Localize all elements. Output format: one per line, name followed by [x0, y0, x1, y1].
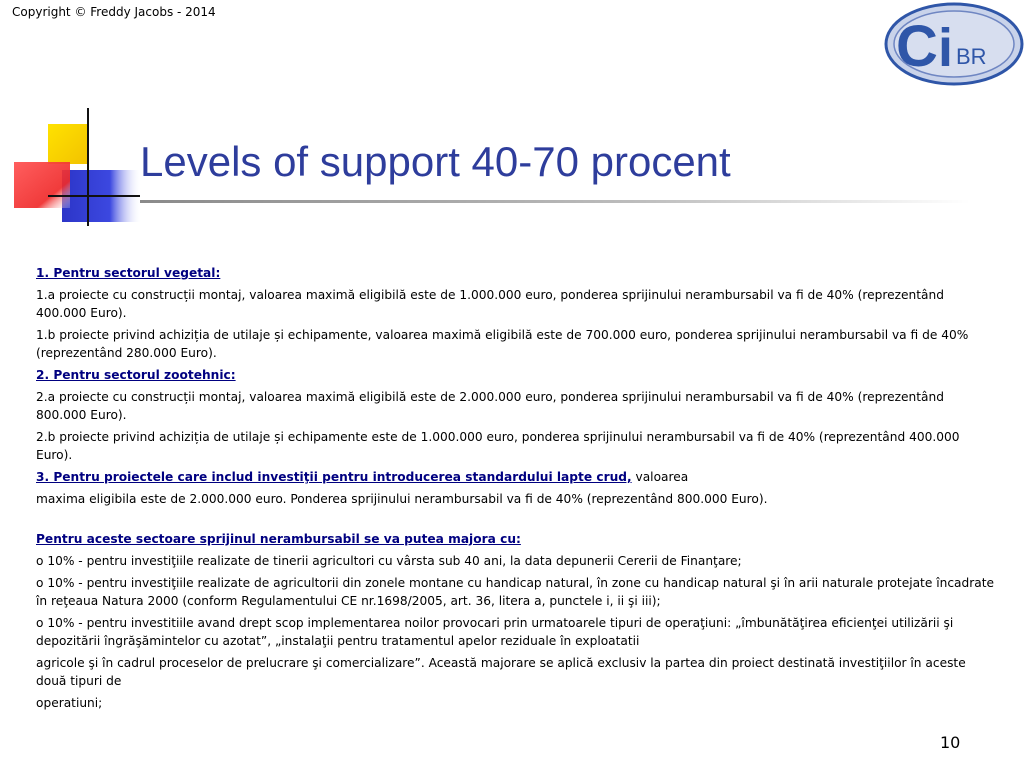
section-1b-text: 1.b proiecte privind achiziția de utilaje și echipamente, valoarea maximă eligibilă este de 700.000 euro, ponderea sprijinului nerambursabil va fi de 40% (reprezentând 280.000 Euro).	[36, 328, 969, 360]
section-1-heading: 1. Pentru sectorul vegetal:	[36, 266, 221, 280]
majorare-item-3-end: operatiuni;	[36, 696, 103, 710]
section-3-line	[36, 468, 998, 486]
section-1a-text: 1.a proiecte cu construcții montaj, valoarea maximă eligibilă este de 1.000.000 euro, ponderea sprijinului nerambursabil va fi de 40% (reprezentând 400.000 Euro).	[36, 288, 944, 320]
section-3-heading: 3. Pentru proiectele care includ investiţii pentru introducerea standardului lapte crud,	[36, 470, 632, 484]
majorare-item-3	[36, 614, 998, 650]
section-3-text: maxima eligibila este de 2.000.000 euro. Ponderea sprijinului nerambursabil va fi de 40% (reprezentând 800.000 Euro).	[36, 492, 768, 506]
majorare-item-3-text: - pentru investitiile avand drept scop implementarea noilor provocari prin urmatoarele tipuri de operaţiuni: „îmbunătăţirea eficienţei utilizării şi depozitării îngrăşămintelor cu azotat”, „instalaţii pentru tratamentul apelor reziduale în exploatatii	[36, 616, 954, 648]
logo-letters-br: BR	[956, 44, 987, 69]
slide-title: Levels of support 40-70 procent	[140, 138, 731, 185]
title-underline	[140, 200, 970, 203]
section-2-heading: 2. Pentru sectorul zootehnic:	[36, 368, 236, 382]
deco-yellow-square	[48, 124, 88, 164]
logo-letter-i: i	[938, 18, 954, 78]
majorare-item-1	[36, 552, 998, 570]
majorare-item-1-prefix: o 10%	[36, 554, 75, 568]
section-2a-text: 2.a proiecte cu construcții montaj, valoarea maximă eligibilă este de 2.000.000 euro, ponderea sprijinului nerambursabil va fi de 40% (reprezentând 800.000 Euro).	[36, 390, 944, 422]
deco-red-square	[14, 162, 70, 208]
majorare-item-3-continuation: agricole şi în cadrul proceselor de prelucrare şi comercializare”. Această majorare se aplică exclusiv la partea din proiect destinată investiţiilor în aceste două tipuri de	[36, 656, 966, 688]
majorare-heading: Pentru aceste sectoare sprijinul nerambursabil se va putea majora cu:	[36, 532, 521, 546]
copyright-notice: Copyright © Freddy Jacobs - 2014	[12, 5, 216, 19]
majorare-item-2-text: - pentru investiţiile realizate de agricultorii din zonele montane cu handicap natural, în zone cu handicap natural şi în arii naturale protejate încadrate în reţeaua Natura 2000 (conform Regulamentului CE nr.1698/2005, art. 36, litera a, punctele i, ii şi iii);	[36, 576, 994, 608]
spacer	[36, 512, 998, 530]
majorare-item-3-prefix: o 10%	[36, 616, 75, 630]
section-2b-text: 2.b proiecte privind achiziția de utilaje și echipamente este de 1.000.000 euro, ponderea sprijinului nerambursabil va fi de 40% (reprezentând 400.000 Euro).	[36, 430, 960, 462]
slide-body	[36, 264, 998, 716]
majorare-item-1-text: - pentru investiţiile realizate de tinerii agricultori cu vârsta sub 40 ani, la data depunerii Cererii de Finanţare;	[74, 554, 742, 568]
cibr-logo	[884, 2, 1024, 86]
title-decoration-blocks	[0, 100, 160, 230]
logo-letter-c: C	[896, 14, 938, 79]
section-3-tail: valoarea	[631, 470, 689, 484]
majorare-item-2	[36, 574, 998, 610]
page-number: 10	[940, 733, 961, 752]
majorare-item-2-prefix: o 10%	[36, 576, 75, 590]
